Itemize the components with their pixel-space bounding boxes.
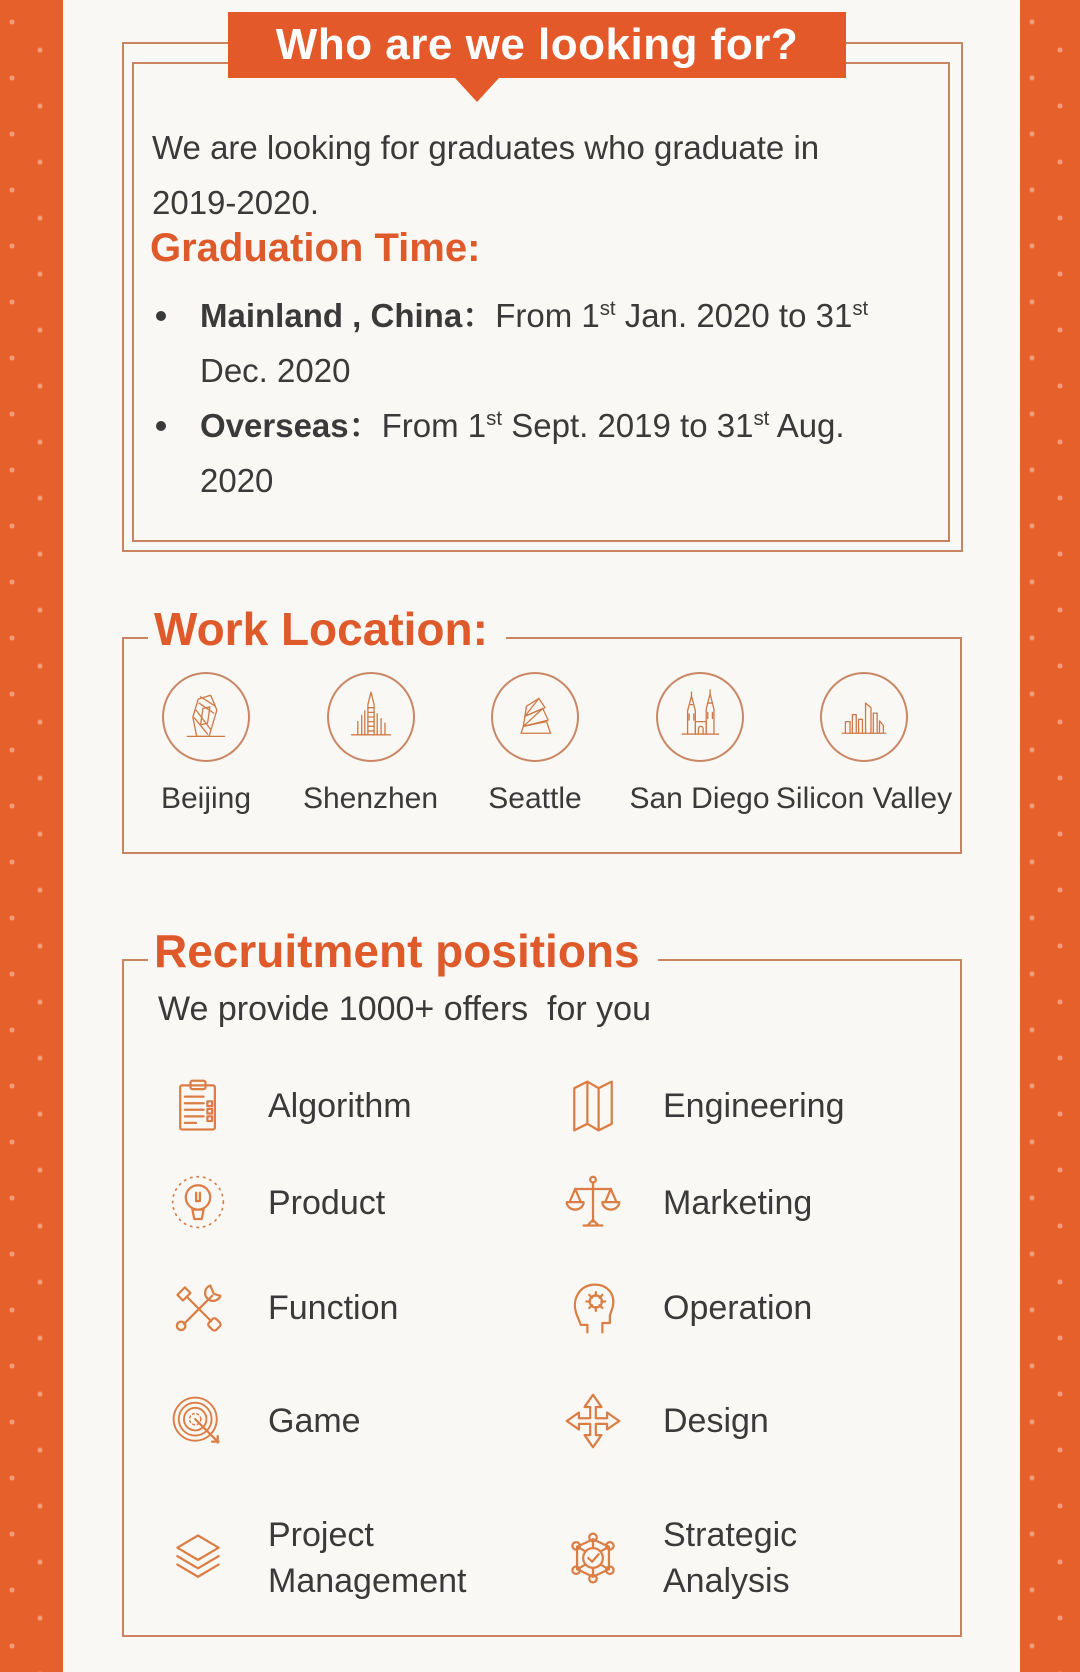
position-label: Marketing — [663, 1184, 813, 1222]
san-diego-cathedral-icon — [656, 672, 744, 762]
position-engineering — [563, 1076, 928, 1136]
position-label: Engineering — [663, 1086, 845, 1125]
banner-pointer-triangle — [455, 78, 499, 102]
move-arrows-icon — [563, 1391, 623, 1451]
bullet-label: Overseas： — [200, 407, 382, 444]
seattle-library-icon — [491, 672, 579, 762]
position-operation — [563, 1278, 928, 1338]
position-project-management — [168, 1512, 563, 1604]
position-label: Product — [268, 1184, 386, 1222]
who-section-banner — [228, 12, 846, 78]
city-label: San Diego — [629, 782, 770, 815]
position-label: Game — [268, 1401, 361, 1440]
bullet-text: Sept. 2019 to 31 — [502, 407, 754, 444]
bullet-text: Jan. 2020 to 31 — [615, 297, 853, 334]
right-dotted-stripe — [1020, 0, 1080, 1672]
city-shenzhen — [295, 672, 447, 816]
city-label: Seattle — [488, 782, 582, 815]
position-label: Function — [268, 1289, 399, 1327]
bullet-mainland-china — [146, 288, 882, 398]
ordinal-suffix: st — [486, 407, 503, 430]
city-label: Beijing — [160, 782, 252, 815]
balance-scale-icon — [563, 1173, 623, 1233]
city-seattle — [459, 672, 611, 816]
target-arrow-icon — [168, 1391, 228, 1451]
graduation-bullet-list — [146, 288, 882, 508]
position-label: Strategic Analysis — [663, 1516, 798, 1600]
position-label: Operation — [663, 1289, 813, 1327]
position-algorithm — [168, 1076, 563, 1136]
lightbulb-icon — [168, 1173, 228, 1233]
who-intro-text: We are looking for graduates who graduate in 2019-2020. — [152, 129, 820, 221]
position-label: Design — [663, 1401, 769, 1440]
bullet-overseas — [146, 398, 882, 508]
bullet-label: Mainland , China： — [200, 297, 496, 334]
position-design — [563, 1391, 928, 1451]
ordinal-suffix: st — [753, 407, 770, 430]
work-location-title: Work Location: — [148, 602, 506, 656]
position-strategic-analysis — [563, 1512, 928, 1604]
bullet-text: From 1 — [381, 407, 487, 444]
city-silicon-valley — [775, 672, 953, 816]
bullet-text: Dec. 2020 — [200, 352, 351, 389]
crossed-tools-icon — [168, 1278, 228, 1338]
recruitment-title: Recruitment positions — [148, 924, 658, 978]
head-gear-icon — [563, 1278, 623, 1338]
graduation-time-heading: Graduation Time: — [150, 226, 481, 270]
positions-grid — [168, 1058, 928, 1638]
ordinal-suffix: st — [852, 297, 869, 320]
who-banner-title: Who are we looking for? — [275, 20, 799, 69]
ordinal-suffix: st — [599, 297, 616, 320]
position-function — [168, 1278, 563, 1338]
city-beijing — [130, 672, 282, 816]
work-location-cities — [130, 672, 953, 816]
recruitment-subtitle: We provide 1000+ offers for you — [158, 990, 651, 1028]
city-label: Silicon Valley — [775, 782, 953, 815]
clipboard-list-icon — [168, 1076, 228, 1136]
position-marketing — [563, 1173, 928, 1233]
silicon-valley-skyline-icon — [820, 672, 908, 762]
position-game — [168, 1391, 563, 1451]
shenzhen-tower-skyline-icon — [327, 672, 415, 762]
network-check-icon — [563, 1528, 623, 1588]
position-label: Algorithm — [268, 1086, 412, 1125]
stacked-layers-icon — [168, 1528, 228, 1588]
position-product — [168, 1173, 563, 1233]
position-label: Project Management — [268, 1516, 467, 1600]
beijing-cctv-building-icon — [162, 672, 250, 762]
left-dotted-stripe — [0, 0, 63, 1672]
bullet-text: Aug. 2020 — [200, 407, 845, 499]
city-san-diego — [624, 672, 776, 816]
folded-map-icon — [563, 1076, 623, 1136]
city-label: Shenzhen — [302, 782, 439, 815]
bullet-text: From 1 — [495, 297, 600, 334]
